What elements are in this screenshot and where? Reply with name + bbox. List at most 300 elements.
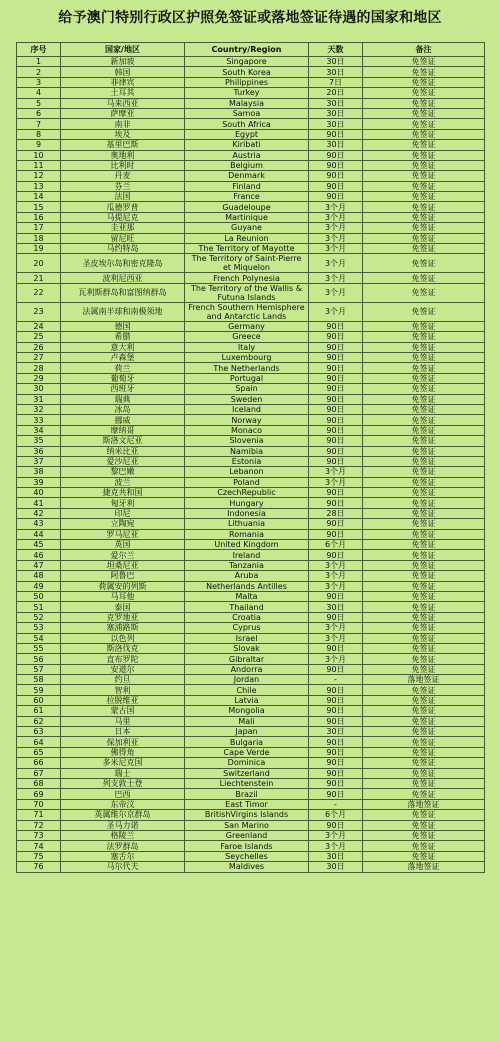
country-en-cell: Cape Verde [185,747,309,757]
days-cell: 30日 [309,602,363,612]
country-en-cell: Jordan [185,675,309,685]
country-en-cell: Turkey [185,88,309,98]
country-en-cell: Guyane [185,223,309,233]
remarks-cell: 免签证 [363,404,485,414]
remarks-cell: 免签证 [363,223,485,233]
country-cn-cell: 塞舌尔 [61,851,185,861]
table-row [17,841,485,851]
remarks-cell: 免签证 [363,841,485,851]
days-cell: 90日 [309,488,363,498]
country-cn-cell: 爱沙尼亚 [61,456,185,466]
table-row [17,321,485,331]
days-cell: 28日 [309,508,363,518]
country-en-cell: Greenland [185,830,309,840]
row-no-cell: 52 [17,612,61,622]
country-en-cell: Slovenia [185,436,309,446]
days-cell: 3个月 [309,233,363,243]
table-row [17,820,485,830]
country-cn-cell: 挪威 [61,415,185,425]
country-cn-cell: 多米尼克国 [61,758,185,768]
row-no-cell: 63 [17,727,61,737]
country-en-cell: Netherlands Antilles [185,581,309,591]
remarks-cell: 免签证 [363,436,485,446]
country-en-cell: Belgium [185,160,309,170]
remarks-cell: 免签证 [363,581,485,591]
row-no-cell: 64 [17,737,61,747]
row-no-cell: 61 [17,706,61,716]
row-no-cell: 33 [17,415,61,425]
remarks-cell: 免签证 [363,129,485,139]
country-cn-cell: 基里巴斯 [61,140,185,150]
table-row [17,160,485,170]
days-cell: 90日 [309,664,363,674]
header-no: 序号 [17,43,61,57]
row-no-cell: 25 [17,332,61,342]
row-no-cell: 70 [17,799,61,809]
table-row [17,727,485,737]
table-row [17,685,485,695]
table-row [17,404,485,414]
table-row [17,737,485,747]
country-en-cell: Kiribati [185,140,309,150]
table-row [17,181,485,191]
row-no-cell: 58 [17,675,61,685]
country-en-cell: France [185,192,309,202]
table-row [17,446,485,456]
row-no-cell: 11 [17,160,61,170]
remarks-cell: 免签证 [363,467,485,477]
header-country-en: Country/Region [185,43,309,57]
row-no-cell: 34 [17,425,61,435]
country-en-cell: Norway [185,415,309,425]
row-no-cell: 21 [17,273,61,283]
row-no-cell: 75 [17,851,61,861]
days-cell: 90日 [309,342,363,352]
days-cell: 30日 [309,119,363,129]
remarks-cell: 免签证 [363,498,485,508]
country-en-cell: Romania [185,529,309,539]
days-cell: 90日 [309,737,363,747]
table-row [17,602,485,612]
table-row [17,425,485,435]
row-no-cell: 30 [17,384,61,394]
remarks-cell: 免签证 [363,283,485,302]
country-en-cell: Guadeloupe [185,202,309,212]
table-row [17,77,485,87]
table-row [17,233,485,243]
days-cell: 3个月 [309,633,363,643]
days-cell: 3个月 [309,202,363,212]
row-no-cell: 18 [17,233,61,243]
remarks-cell: 免签证 [363,768,485,778]
country-cn-cell: 丹麦 [61,171,185,181]
days-cell: 90日 [309,404,363,414]
remarks-cell: 免签证 [363,446,485,456]
table-row [17,529,485,539]
country-cn-cell: 巴西 [61,789,185,799]
country-cn-cell: 圭亚那 [61,223,185,233]
table-row [17,363,485,373]
table-row [17,779,485,789]
country-cn-cell: 佛得角 [61,747,185,757]
remarks-cell: 免签证 [363,140,485,150]
country-en-cell: Chile [185,685,309,695]
country-en-cell: Seychelles [185,851,309,861]
days-cell: 90日 [309,643,363,653]
remarks-cell: 免签证 [363,384,485,394]
row-no-cell: 37 [17,456,61,466]
country-en-cell: Austria [185,150,309,160]
country-cn-cell: 希腊 [61,332,185,342]
row-no-cell: 12 [17,171,61,181]
row-no-cell: 67 [17,768,61,778]
country-cn-cell: 埃及 [61,129,185,139]
remarks-cell: 免签证 [363,664,485,674]
days-cell: 90日 [309,415,363,425]
country-en-cell: Portugal [185,373,309,383]
row-no-cell: 15 [17,202,61,212]
table-row [17,716,485,726]
country-en-cell: Mali [185,716,309,726]
remarks-cell: 免签证 [363,98,485,108]
days-cell: 3个月 [309,623,363,633]
remarks-cell: 免签证 [363,685,485,695]
remarks-cell: 免签证 [363,202,485,212]
remarks-cell: 免签证 [363,363,485,373]
country-cn-cell: 智利 [61,685,185,695]
country-cn-cell: 马提尼克 [61,212,185,222]
row-no-cell: 41 [17,498,61,508]
header-remarks: 备注 [363,43,485,57]
days-cell: 90日 [309,363,363,373]
country-en-cell: South Korea [185,67,309,77]
country-cn-cell: 圣皮埃尔岛和密克隆岛 [61,254,185,273]
country-cn-cell: 波兰 [61,477,185,487]
table-row [17,508,485,518]
remarks-cell: 免签证 [363,373,485,383]
table-body [17,57,485,873]
visa-document [0,4,500,1041]
days-cell: 90日 [309,820,363,830]
remarks-cell: 免签证 [363,477,485,487]
table-row [17,498,485,508]
row-no-cell: 68 [17,779,61,789]
days-cell: 3个月 [309,467,363,477]
remarks-cell: 免签证 [363,727,485,737]
remarks-cell: 免签证 [363,519,485,529]
country-cn-cell: 马里 [61,716,185,726]
table-row [17,799,485,809]
table-row [17,108,485,118]
row-no-cell: 74 [17,841,61,851]
country-cn-cell: 芬兰 [61,181,185,191]
table-row [17,643,485,653]
table-row [17,675,485,685]
country-en-cell: CzechRepublic [185,488,309,498]
days-cell: 90日 [309,192,363,202]
days-cell: 30日 [309,727,363,737]
country-en-cell: Andorra [185,664,309,674]
table-row [17,664,485,674]
days-cell: 90日 [309,768,363,778]
country-cn-cell: 新加坡 [61,57,185,67]
country-en-cell: Thailand [185,602,309,612]
days-cell: - [309,675,363,685]
table-row [17,851,485,861]
table-row [17,550,485,560]
country-en-cell: The Territory of Mayotte [185,244,309,254]
remarks-cell: 免签证 [363,591,485,601]
remarks-cell: 免签证 [363,560,485,570]
country-cn-cell: 塞浦路斯 [61,623,185,633]
remarks-cell: 免签证 [363,171,485,181]
days-cell: 90日 [309,706,363,716]
country-en-cell: Dominica [185,758,309,768]
country-en-cell: Italy [185,342,309,352]
remarks-cell: 免签证 [363,820,485,830]
remarks-cell: 落地签证 [363,675,485,685]
country-cn-cell: 列支敦士登 [61,779,185,789]
remarks-cell: 免签证 [363,352,485,362]
table-row [17,202,485,212]
country-en-cell: French Southern Hemisphere and Antarctic Lands [185,302,309,321]
row-no-cell: 17 [17,223,61,233]
row-no-cell: 47 [17,560,61,570]
row-no-cell: 49 [17,581,61,591]
table-row [17,467,485,477]
table-row [17,342,485,352]
table-row [17,119,485,129]
remarks-cell: 免签证 [363,540,485,550]
country-cn-cell: 瑞典 [61,394,185,404]
country-cn-cell: 卢森堡 [61,352,185,362]
country-cn-cell: 奥地利 [61,150,185,160]
country-en-cell: Cyprus [185,623,309,633]
row-no-cell: 6 [17,108,61,118]
country-cn-cell: 印尼 [61,508,185,518]
days-cell: 90日 [309,181,363,191]
country-cn-cell: 圣马力诺 [61,820,185,830]
table-row [17,789,485,799]
table-row [17,171,485,181]
table-row [17,283,485,302]
country-en-cell: Egypt [185,129,309,139]
days-cell: 30日 [309,98,363,108]
table-row [17,706,485,716]
days-cell: 90日 [309,425,363,435]
table-row [17,223,485,233]
country-cn-cell: 土耳其 [61,88,185,98]
table-row [17,810,485,820]
days-cell: 90日 [309,519,363,529]
country-en-cell: East Timor [185,799,309,809]
days-cell: 90日 [309,747,363,757]
country-cn-cell: 比利时 [61,160,185,170]
remarks-cell: 免签证 [363,160,485,170]
days-cell: 90日 [309,394,363,404]
remarks-cell: 免签证 [363,119,485,129]
table-row [17,394,485,404]
table-row [17,57,485,67]
remarks-cell: 免签证 [363,342,485,352]
days-cell: 6个月 [309,540,363,550]
days-cell: 90日 [309,716,363,726]
remarks-cell: 免签证 [363,550,485,560]
country-cn-cell: 法罗群岛 [61,841,185,851]
country-cn-cell: 瓜德罗普 [61,202,185,212]
table-row [17,129,485,139]
country-en-cell: Indonesia [185,508,309,518]
country-en-cell: Switzerland [185,768,309,778]
days-cell: 90日 [309,332,363,342]
row-no-cell: 44 [17,529,61,539]
remarks-cell: 免签证 [363,77,485,87]
country-en-cell: Namibia [185,446,309,456]
days-cell: 90日 [309,160,363,170]
row-no-cell: 8 [17,129,61,139]
row-no-cell: 1 [17,57,61,67]
country-cn-cell: 泰国 [61,602,185,612]
days-cell: 3个月 [309,560,363,570]
table-row [17,436,485,446]
row-no-cell: 27 [17,352,61,362]
visa-table [16,42,485,873]
remarks-cell: 免签证 [363,851,485,861]
remarks-cell: 免签证 [363,623,485,633]
table-row [17,212,485,222]
days-cell: 3个月 [309,212,363,222]
days-cell: 90日 [309,779,363,789]
country-en-cell: Faroe Islands [185,841,309,851]
row-no-cell: 57 [17,664,61,674]
days-cell: 90日 [309,446,363,456]
country-en-cell: Maldives [185,862,309,872]
table-row [17,654,485,664]
table-row [17,150,485,160]
country-en-cell: Gibraltar [185,654,309,664]
days-cell: 30日 [309,851,363,861]
country-en-cell: South Africa [185,119,309,129]
table-header-row [17,43,485,57]
country-en-cell: The Territory of Saint-Pierre et Miquelon [185,254,309,273]
table-row [17,571,485,581]
country-en-cell: Malta [185,591,309,601]
days-cell: 30日 [309,57,363,67]
days-cell: 30日 [309,67,363,77]
remarks-cell: 免签证 [363,779,485,789]
table-row [17,477,485,487]
country-cn-cell: 坦桑尼亚 [61,560,185,570]
remarks-cell: 免签证 [363,244,485,254]
country-cn-cell: 摩纳哥 [61,425,185,435]
row-no-cell: 24 [17,321,61,331]
row-no-cell: 72 [17,820,61,830]
days-cell: 30日 [309,108,363,118]
table-row [17,352,485,362]
row-no-cell: 60 [17,695,61,705]
country-cn-cell: 马来西亚 [61,98,185,108]
row-no-cell: 19 [17,244,61,254]
remarks-cell: 免签证 [363,654,485,664]
days-cell: 90日 [309,758,363,768]
row-no-cell: 40 [17,488,61,498]
country-en-cell: Latvia [185,695,309,705]
days-cell: 20日 [309,88,363,98]
country-cn-cell: 格陵兰 [61,830,185,840]
remarks-cell: 免签证 [363,302,485,321]
days-cell: 90日 [309,529,363,539]
country-cn-cell: 荷属安的列斯 [61,581,185,591]
country-en-cell: Philippines [185,77,309,87]
remarks-cell: 免签证 [363,747,485,757]
remarks-cell: 免签证 [363,233,485,243]
days-cell: 90日 [309,352,363,362]
row-no-cell: 5 [17,98,61,108]
days-cell: - [309,799,363,809]
row-no-cell: 31 [17,394,61,404]
country-en-cell: Finland [185,181,309,191]
country-cn-cell: 菲律宾 [61,77,185,87]
row-no-cell: 55 [17,643,61,653]
country-cn-cell: 英属维尔京群岛 [61,810,185,820]
country-en-cell: Tanzania [185,560,309,570]
country-cn-cell: 瓦利斯群岛和富图纳群岛 [61,283,185,302]
country-en-cell: Israel [185,633,309,643]
table-row [17,88,485,98]
row-no-cell: 62 [17,716,61,726]
country-en-cell: Greece [185,332,309,342]
remarks-cell: 免签证 [363,425,485,435]
days-cell: 90日 [309,498,363,508]
row-no-cell: 23 [17,302,61,321]
country-en-cell: Malaysia [185,98,309,108]
row-no-cell: 38 [17,467,61,477]
table-row [17,747,485,757]
page-title: 给予澳门特别行政区护照免签证或落地签证待遇的国家和地区 [58,10,442,26]
row-no-cell: 59 [17,685,61,695]
country-cn-cell: 克罗地亚 [61,612,185,622]
days-cell: 90日 [309,789,363,799]
table-row [17,98,485,108]
row-no-cell: 36 [17,446,61,456]
days-cell: 90日 [309,321,363,331]
days-cell: 3个月 [309,273,363,283]
days-cell: 3个月 [309,841,363,851]
remarks-cell: 免签证 [363,830,485,840]
remarks-cell: 免签证 [363,394,485,404]
days-cell: 90日 [309,695,363,705]
row-no-cell: 14 [17,192,61,202]
table-row [17,384,485,394]
days-cell: 90日 [309,456,363,466]
row-no-cell: 48 [17,571,61,581]
country-cn-cell: 马尔代夫 [61,862,185,872]
country-cn-cell: 瑞士 [61,768,185,778]
remarks-cell: 免签证 [363,181,485,191]
remarks-cell: 免签证 [363,67,485,77]
row-no-cell: 32 [17,404,61,414]
row-no-cell: 22 [17,283,61,302]
days-cell: 3个月 [309,283,363,302]
days-cell: 7日 [309,77,363,87]
row-no-cell: 56 [17,654,61,664]
days-cell: 90日 [309,612,363,622]
remarks-cell: 免签证 [363,602,485,612]
row-no-cell: 54 [17,633,61,643]
country-en-cell: Brazil [185,789,309,799]
row-no-cell: 35 [17,436,61,446]
row-no-cell: 71 [17,810,61,820]
